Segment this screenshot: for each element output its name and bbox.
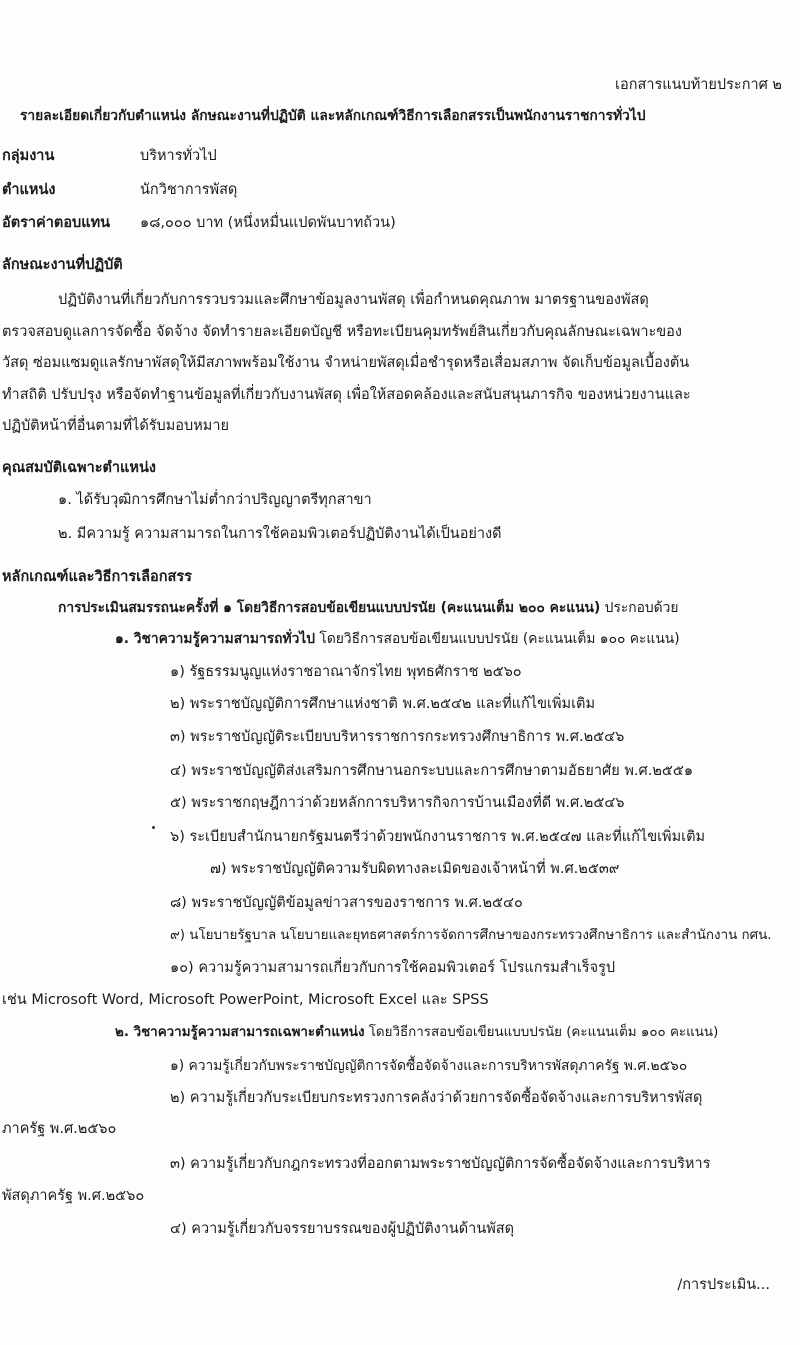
subject2-item: ๔) ความรู้เกี่ยวกับจรรยาบรรณของผู้ปฏิบัติงานด้านพัสดุ: [170, 1221, 515, 1237]
subject2-method: โดยวิธีการสอบข้อเขียนแบบปรนัย (คะแนนเต็ม ๑๐๐ คะแนน): [364, 1025, 719, 1040]
subject1-item: ๒) พระราชบัญญัติการศึกษาแห่งชาติ พ.ศ.๒๕๔๒ และที่แก้ไขเพิ่มเติม: [170, 696, 596, 712]
qualification-item: ๒. มีความรู้ ความสามารถในการใช้คอมพิวเตอร์ปฏิบัติงานได้เป็นอย่างดี: [58, 526, 502, 542]
subject1-item: ๓) พระราชบัญญัติระเบียบบริหารราชการกระทรวงศึกษาธิการ พ.ศ.๒๕๔๖: [170, 729, 625, 745]
qualifications-heading: คุณสมบัติเฉพาะตำแหน่ง: [2, 460, 156, 476]
duties-line: ทำสถิติ ปรับปรุง หรือจัดทำฐานข้อมูลที่เกี่ยวกับงานพัสดุ เพื่อให้สอดคล้องและสนับสนุนภารกิจ ของหน่วยงานและ: [2, 387, 691, 403]
subject1-title: ๑. วิชาความรู้ความสามารถทั่วไป: [115, 631, 316, 647]
document-title: รายละเอียดเกี่ยวกับตำแหน่ง ลักษณะงานที่ปฏิบัติ และหลักเกณฑ์วิธีการเลือกสรรเป็นพนักงานราชการทั่วไป: [20, 108, 646, 124]
speck-mark: [152, 826, 155, 829]
subject2-line: [115, 1023, 718, 1043]
criteria-heading: หลักเกณฑ์และวิธีการเลือกสรร: [2, 569, 192, 585]
duties-heading: ลักษณะงานที่ปฏิบัติ: [2, 257, 123, 273]
subject1-item: ๔) พระราชบัญญัติส่งเสริมการศึกษานอกระบบและการศึกษาตามอัธยาศัย พ.ศ.๒๕๕๑: [170, 763, 694, 779]
subject2-item: ๑) ความรู้เกี่ยวกับพระราชบัญญัติการจัดซื้อจัดจ้างและการบริหารพัสดุภาครัฐ พ.ศ.๒๕๖๐: [170, 1058, 688, 1074]
assessment-suffix: ประกอบด้วย: [600, 600, 679, 616]
duties-line: ปฏิบัติงานที่เกี่ยวกับการรวบรวมและศึกษาข้อมูลงานพัสดุ เพื่อกำหนดคุณภาพ มาตรฐานของพัสดุ: [58, 292, 649, 308]
subject1-item: ๕) พระราชกฤษฎีกาว่าด้วยหลักการบริหารกิจการบ้านเมืองที่ดี พ.ศ.๒๕๔๖: [170, 795, 625, 811]
subject2-item: ๒) ความรู้เกี่ยวกับระเบียบกระทรวงการคลังว่าด้วยการจัดซื้อจัดจ้างและการบริหารพัสดุ: [170, 1090, 703, 1106]
subject1-item: ๑) รัฐธรรมนูญแห่งราชอาณาจักรไทย พุทธศักราช ๒๕๖๐: [170, 664, 522, 680]
subject2-item-continuation: ภาครัฐ พ.ศ.๒๕๖๐: [2, 1121, 117, 1137]
duties-line: ปฏิบัติหน้าที่อื่นตามที่ได้รับมอบหมาย: [2, 418, 229, 434]
assessment-line: [58, 598, 678, 618]
subject2-item-continuation: พัสดุภาครัฐ พ.ศ.๒๕๖๐: [2, 1188, 145, 1204]
subject1-item: ๑๐) ความรู้ความสามารถเกี่ยวกับการใช้คอมพิวเตอร์ โปรแกรมสำเร็จรูป: [170, 960, 616, 976]
info-label-salary: อัตราค่าตอบแทน: [2, 215, 111, 231]
info-value-salary: ๑๘,๐๐๐ บาท (หนึ่งหมื่นแปดพันบาทถ้วน): [140, 215, 396, 231]
duties-line: ตรวจสอบดูแลการจัดซื้อ จัดจ้าง จัดทำรายละเอียดบัญชี หรือทะเบียนคุมทรัพย์สินเกี่ยวกับคุณลักษณะเฉพาะของ: [2, 324, 682, 340]
assessment-title: การประเมินสมรรถนะครั้งที่ ๑ โดยวิธีการสอบข้อเขียนแบบปรนัย (คะแนนเต็ม ๒๐๐ คะแนน): [58, 600, 601, 616]
info-label-group: กลุ่มงาน: [2, 148, 55, 164]
subject2-item: ๓) ความรู้เกี่ยวกับกฎกระทรวงที่ออกตามพระราชบัญญัติการจัดซื้อจัดจ้างและการบริหาร: [170, 1156, 711, 1172]
duties-line: วัสดุ ซ่อมแซมดูแลรักษาพัสดุให้มีสภาพพร้อมใช้งาน จำหน่ายพัสดุเมื่อชำรุดหรือเสื่อมสภาพ จัดเก็บข้อมูลเบื้องต้น: [2, 355, 690, 371]
subject1-item: ๘) พระราชบัญญัติข้อมูลข่าวสารของราชการ พ.ศ.๒๕๔๐: [170, 895, 523, 911]
attachment-reference: เอกสารแนบท้ายประกาศ ๒: [615, 77, 782, 93]
info-value-position: นักวิชาการพัสดุ: [140, 182, 238, 198]
subject1-item: ๖) ระเบียบสำนักนายกรัฐมนตรีว่าด้วยพนักงานราชการ พ.ศ.๒๕๔๗ และที่แก้ไขเพิ่มเติม: [170, 829, 706, 845]
info-label-position: ตำแหน่ง: [2, 182, 56, 198]
subject1-item: ๗) พระราชบัญญัติความรับผิดทางละเมิดของเจ้าหน้าที่ พ.ศ.๒๕๓๙: [210, 861, 620, 877]
subject1-method: โดยวิธีการสอบข้อเขียนแบบปรนัย (คะแนนเต็ม ๑๐๐ คะแนน): [315, 631, 680, 647]
subject1-line: [115, 629, 680, 649]
subject2-title: ๒. วิชาความรู้ความสามารถเฉพาะตำแหน่ง: [115, 1025, 365, 1040]
subject1-item-continuation: เช่น Microsoft Word, Microsoft PowerPoint, Microsoft Excel และ SPSS: [2, 992, 489, 1008]
page-continuation-note: /การประเมิน...: [677, 1277, 770, 1293]
subject1-item: ๙) นโยบายรัฐบาล นโยบายและยุทธศาสตร์การจัดการศึกษาของกระทรวงศึกษาธิการ และสำนักงาน กศน.: [170, 928, 772, 943]
info-value-group: บริหารทั่วไป: [140, 148, 217, 164]
qualification-item: ๑. ได้รับวุฒิการศึกษาไม่ต่ำกว่าปริญญาตรีทุกสาขา: [58, 492, 372, 508]
